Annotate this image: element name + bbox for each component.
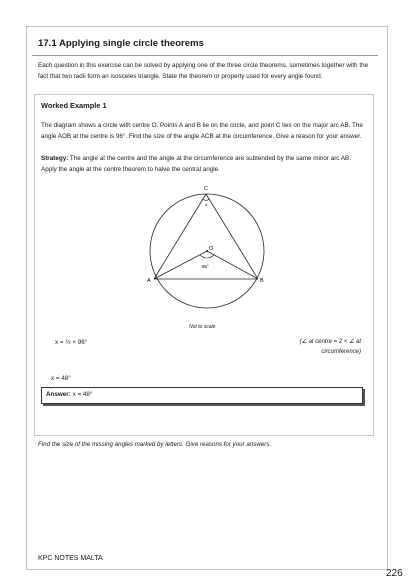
- radius-ob: [207, 251, 258, 279]
- angle-arc-o: [200, 255, 214, 258]
- radius-oa: [154, 251, 207, 279]
- worked-example-text: The diagram shows a circle with centre O. Points A and B lie on the circle, and point C lies on the major arc AB. The angle AOB at the centre is 96°. Find the size of the angle ACB at the circumference. Give a reason for your answer.: [41, 122, 363, 140]
- label-c: C: [204, 186, 208, 192]
- exercise-instruction: Find the size of the missing angles marked by letters. Give reasons for your answers.: [38, 441, 272, 448]
- working-step-2: x = 48°: [51, 375, 71, 382]
- angle-arc-c: [203, 199, 209, 201]
- working-reason: (∠ at centre = 2 × ∠ at circumference): [299, 339, 361, 355]
- answer-line: [46, 391, 92, 398]
- circle-diagram: [145, 183, 269, 319]
- centre-point: [206, 250, 208, 252]
- section-header: [32, 34, 378, 56]
- chord-cb: [206, 194, 258, 279]
- answer-box: [41, 387, 363, 404]
- working-step-1: x = ½ × 96°: [55, 339, 88, 346]
- worked-example-title: Worked Example 1: [41, 101, 107, 110]
- diagram-caption: Not to scale: [189, 324, 216, 330]
- strategy-label: Strategy:: [41, 155, 69, 162]
- label-x: x: [205, 202, 208, 207]
- page-number: 226: [386, 568, 403, 579]
- intro-paragraph: Each question in this exercise can be solved by applying one of the three circle theorems, sometimes together with the fact that two radii form an isosceles triangle. State the theorem or property used for every angle found.: [38, 62, 369, 80]
- label-b: B: [260, 278, 264, 284]
- label-angle: 96°: [202, 264, 209, 269]
- answer-label: Answer:: [46, 391, 71, 398]
- strategy-text: The angle at the centre and the angle at the circumference are subtended by the same minor arc AB. Apply the angle at the centre theorem to halve the central angle.: [41, 155, 352, 173]
- chord-ca: [154, 194, 206, 279]
- strategy-paragraph: [41, 153, 367, 175]
- section-title: 17.1 Applying single circle theorems: [38, 38, 204, 49]
- label-a: A: [147, 278, 151, 284]
- label-o: O: [209, 246, 214, 252]
- answer-value: x = 48°: [70, 391, 93, 398]
- worked-example-box: [34, 94, 374, 436]
- footer-brand: KPC NOTES MALTA: [38, 555, 103, 562]
